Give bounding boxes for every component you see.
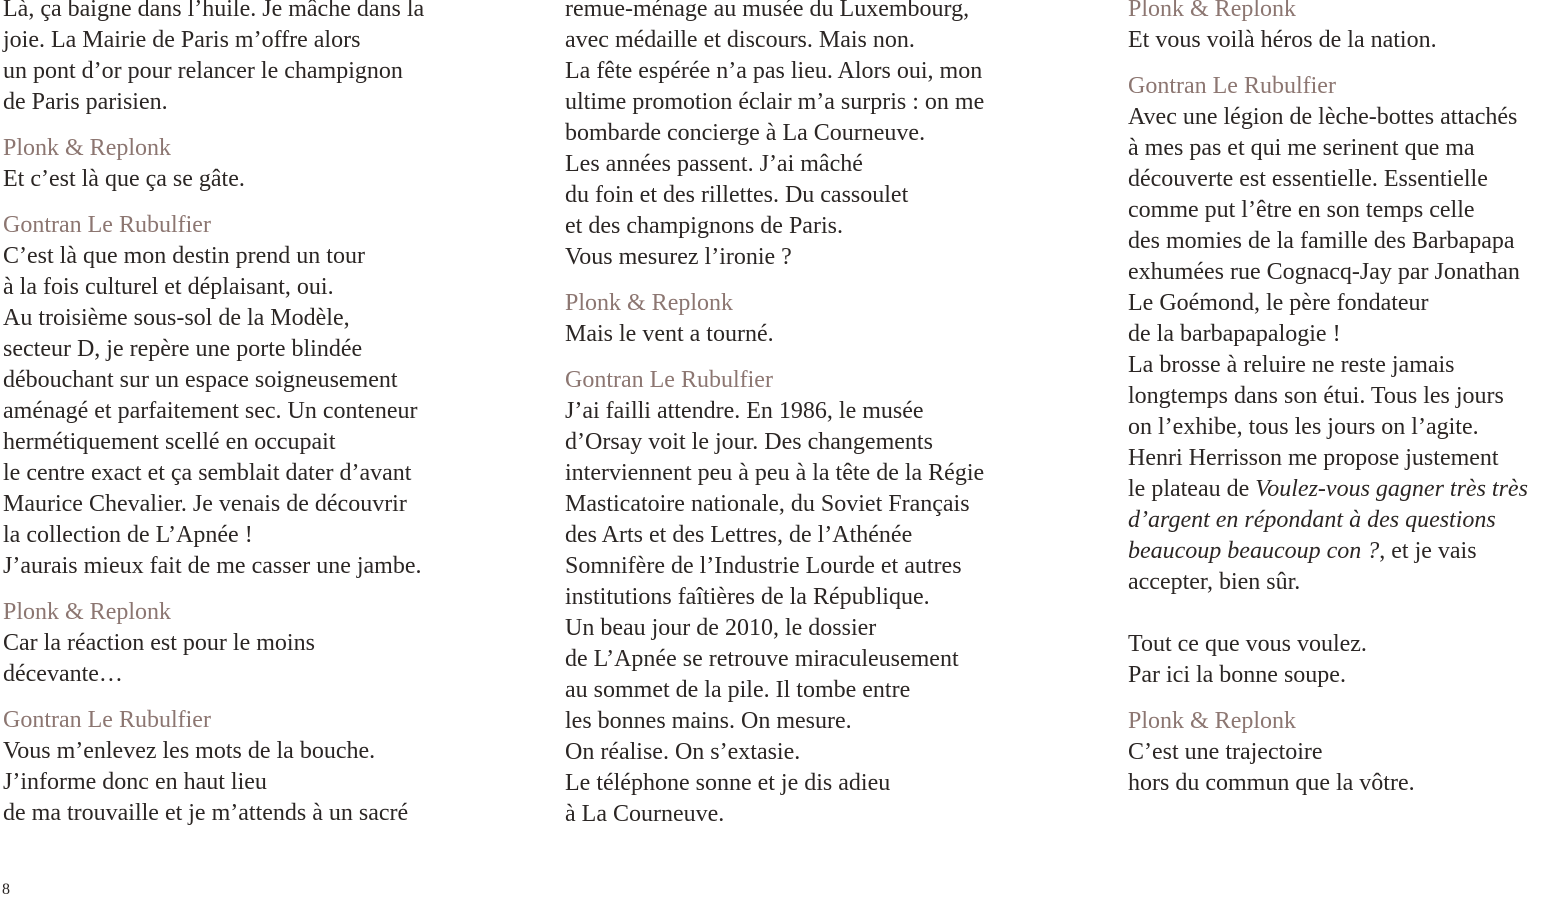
- text-line: Les années passent. J’ai mâché: [565, 151, 863, 177]
- text-line: ultime promotion éclair m’a surpris : on me: [565, 89, 985, 115]
- text-line: La brosse à reluire ne reste jamais: [1128, 352, 1455, 378]
- text-line: découverte est essentielle. Essentielle: [1128, 166, 1488, 192]
- dialogue-block: [1128, 71, 1556, 691]
- text-line: du foin et des rillettes. Du cassoulet: [565, 182, 909, 208]
- text-line: Vous m’enlevez les mots de la bouche.: [3, 738, 376, 764]
- text-line: J’ai failli attendre. En 1986, le musée: [565, 398, 924, 424]
- text-line: aménagé et parfaitement sec. Un conteneur: [3, 398, 418, 424]
- text-line: exhumées rue Cognacq-Jay par Jonathan: [1128, 259, 1520, 285]
- text-line: On réalise. On s’extasie.: [565, 739, 801, 765]
- text-line: à la fois culturel et déplaisant, oui.: [3, 274, 334, 300]
- text-line: Le Goémond, le père fondateur: [1128, 290, 1429, 316]
- speaker-name: Gontran Le Rubulfier: [3, 707, 211, 733]
- text-line: on l’exhibe, tous les jours on l’agite.: [1128, 414, 1479, 440]
- speaker-name: Plonk & Replonk: [1128, 0, 1297, 22]
- text-line: Car la réaction est pour le moins: [3, 630, 315, 656]
- speaker-name: Plonk & Replonk: [1128, 708, 1297, 734]
- text-line: de la barbapapalogie !: [1128, 321, 1341, 347]
- text-line: Henri Herrisson me propose justement: [1128, 445, 1499, 471]
- dialogue-block: [3, 210, 543, 582]
- text-column-2: [565, 0, 1105, 845]
- text-line: Et vous voilà héros de la nation.: [1128, 27, 1437, 53]
- text-line: de L’Apnée se retrouve miraculeusement: [565, 646, 959, 672]
- speaker-name: Plonk & Replonk: [3, 599, 172, 625]
- text-line: hors du commun que la vôtre.: [1128, 770, 1415, 796]
- text-line: Masticatoire nationale, du Soviet Français: [565, 491, 970, 517]
- dialogue-block: [1128, 706, 1556, 799]
- dialogue-block: [3, 597, 543, 690]
- dialogue-block: [565, 365, 1105, 830]
- text-line: les bonnes mains. On mesure.: [565, 708, 852, 734]
- text-line: des Arts et des Lettres, de l’Athénée: [565, 522, 913, 548]
- dialogue-block: [1128, 0, 1556, 56]
- text-line: le centre exact et ça semblait dater d’avant: [3, 460, 412, 486]
- dialogue-block: [3, 705, 543, 829]
- text-line: accepter, bien sûr.: [1128, 569, 1301, 595]
- continuation-block: [565, 0, 1105, 273]
- text-line: Avec une légion de lèche-bottes attachés: [1128, 104, 1518, 130]
- text-line: débouchant sur un espace soigneusement: [3, 367, 398, 393]
- text-line: décevante…: [3, 661, 123, 687]
- text-line: longtemps dans son étui. Tous les jours: [1128, 383, 1504, 409]
- text-line: avec médaille et discours. Mais non.: [565, 27, 915, 53]
- text-line: C’est là que mon destin prend un tour: [3, 243, 365, 269]
- text-line: joie. La Mairie de Paris m’offre alors: [3, 27, 361, 53]
- dialogue-block: [565, 288, 1105, 350]
- text-line: de ma trouvaille et je m’attends à un sacré: [3, 800, 409, 826]
- text-line: hermétiquement scellé en occupait: [3, 429, 336, 455]
- text-line: Et c’est là que ça se gâte.: [3, 166, 245, 192]
- text-line: Le téléphone sonne et je dis adieu: [565, 770, 891, 796]
- speaker-name: Plonk & Replonk: [565, 290, 734, 316]
- text-line: J’aurais mieux fait de me casser une jambe.: [3, 553, 422, 579]
- text-line: C’est une trajectoire: [1128, 739, 1323, 765]
- text-line: à La Courneuve.: [565, 801, 725, 827]
- speaker-name: Gontran Le Rubulfier: [1128, 73, 1336, 99]
- text-line: comme put l’être en son temps celle: [1128, 197, 1475, 223]
- text-line: Au troisième sous-sol de la Modèle,: [3, 305, 350, 331]
- text-line: Somnifère de l’Industrie Lourde et autres: [565, 553, 962, 579]
- text-line: interviennent peu à peu à la tête de la Régie: [565, 460, 985, 486]
- text-line: Par ici la bonne soupe.: [1128, 662, 1346, 688]
- text-line: au sommet de la pile. Il tombe entre: [565, 677, 911, 703]
- text-line: Maurice Chevalier. Je venais de découvrir: [3, 491, 407, 517]
- speaker-name: Gontran Le Rubulfier: [565, 367, 773, 393]
- speaker-name: Gontran Le Rubulfier: [3, 212, 211, 238]
- text-line: beaucoup beaucoup con ?, et je vais: [1128, 538, 1477, 564]
- text-line: secteur D, je repère une porte blindée: [3, 336, 363, 362]
- text-column-1: [3, 0, 543, 844]
- text-line: Mais le vent a tourné.: [565, 321, 774, 347]
- text-line: des momies de la famille des Barbapapa: [1128, 228, 1515, 254]
- text-line: Vous mesurez l’ironie ?: [565, 244, 792, 270]
- text-line: un pont d’or pour relancer le champignon: [3, 58, 403, 84]
- continuation-block: [3, 0, 543, 118]
- text-line: d’argent en répondant à des questions: [1128, 507, 1496, 533]
- text-line: Un beau jour de 2010, le dossier: [565, 615, 877, 641]
- text-line: à mes pas et qui me serinent que ma: [1128, 135, 1475, 161]
- text-line: J’informe donc en haut lieu: [3, 769, 267, 795]
- text-line: et des champignons de Paris.: [565, 213, 843, 239]
- text-line: Tout ce que vous voulez.: [1128, 631, 1367, 657]
- text-line: d’Orsay voit le jour. Des changements: [565, 429, 933, 455]
- text-line: institutions faîtières de la République.: [565, 584, 930, 610]
- text-line: le plateau de Voulez-vous gagner très très: [1128, 476, 1528, 502]
- text-column-3: [1128, 0, 1556, 814]
- text-line: remue-ménage au musée du Luxembourg,: [565, 0, 970, 22]
- blank-line: [1128, 598, 1556, 629]
- page-number: 8: [2, 881, 10, 898]
- speaker-name: Plonk & Replonk: [3, 135, 172, 161]
- text-line: la collection de L’Apnée !: [3, 522, 253, 548]
- text-line: bombarde concierge à La Courneuve.: [565, 120, 926, 146]
- text-line: La fête espérée n’a pas lieu. Alors oui, mon: [565, 58, 983, 84]
- dialogue-block: [3, 133, 543, 195]
- text-line: Là, ça baigne dans l’huile. Je mâche dans la: [3, 0, 425, 22]
- text-line: de Paris parisien.: [3, 89, 168, 115]
